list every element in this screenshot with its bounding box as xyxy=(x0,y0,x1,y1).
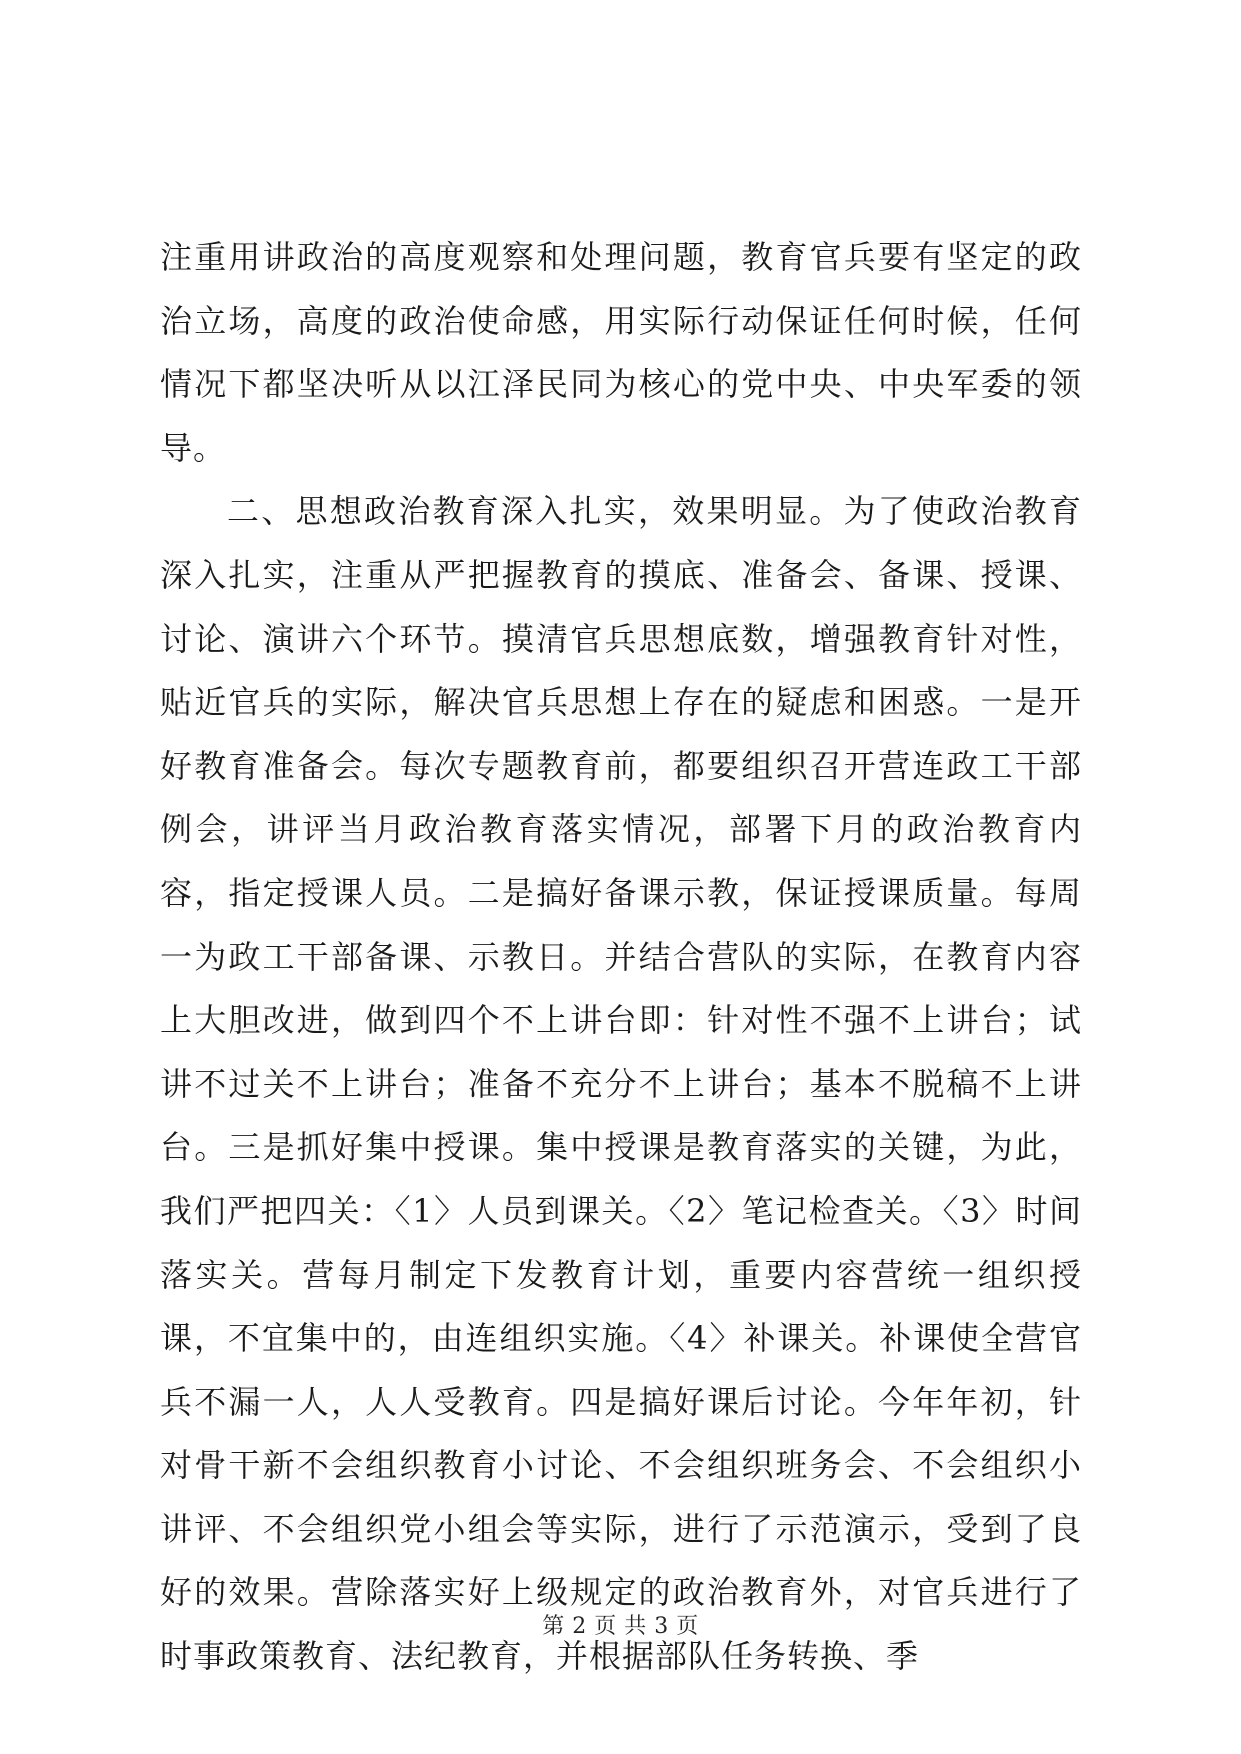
page-number-footer: 第 2 页 共 3 页 xyxy=(542,1614,699,1639)
paragraph-continuation: 注重用讲政治的高度观察和处理问题，教育官兵要有坚定的政治立场，高度的政治使命感，用实际行动保证任何时候，任何情况下都坚决听从以江泽民同为核心的党中央、中央军委的领导。 xyxy=(160,238,1082,467)
document-body xyxy=(160,226,1082,1689)
paragraph-section-two: 二、思想政治教育深入扎实，效果明显。为了使政治教育深入扎实，注重从严把握教育的摸底、准备会、备课、授课、讨论、演讲六个环节。摸清官兵思想底数，增强教育针对性，贴近官兵的实际，解决官兵思想上存在的疑虑和困惑。一是开好教育准备会。每次专题教育前，都要组织召开营连政工干部例会，讲评当月政治教育落实情况，部署下月的政治教育内容，指定授课人员。二是搞好备课示教，保证授课质量。每周一为政工干部备课、示教日。并结合营队的实际，在教育内容上大胆改进，做到四个不上讲台即：针对性不强不上讲台；试讲不过关不上讲台；准备不充分不上讲台；基本不脱稿不上讲台。三是抓好集中授课。集中授课是教育落实的关键，为此，我们严把四关：〈1〉人员到课关。〈2〉笔记检查关。〈3〉时间落实关。营每月制定下发教育计划，重要内容营统一组织授课，不宜集中的，由连组织实施。〈4〉补课关。补课使全营官兵不漏一人，人人受教育。四是搞好课后讨论。今年年初，针对骨干新不会组织教育小讨论、不会组织班务会、不会组织小讲评、不会组织党小组会等实际，进行了示范演示，受到了良好的效果。营除落实好上级规定的政治教育外，对官兵进行了时事政策教育、法纪教育，并根据部队任务转换、季 xyxy=(160,492,1082,1676)
